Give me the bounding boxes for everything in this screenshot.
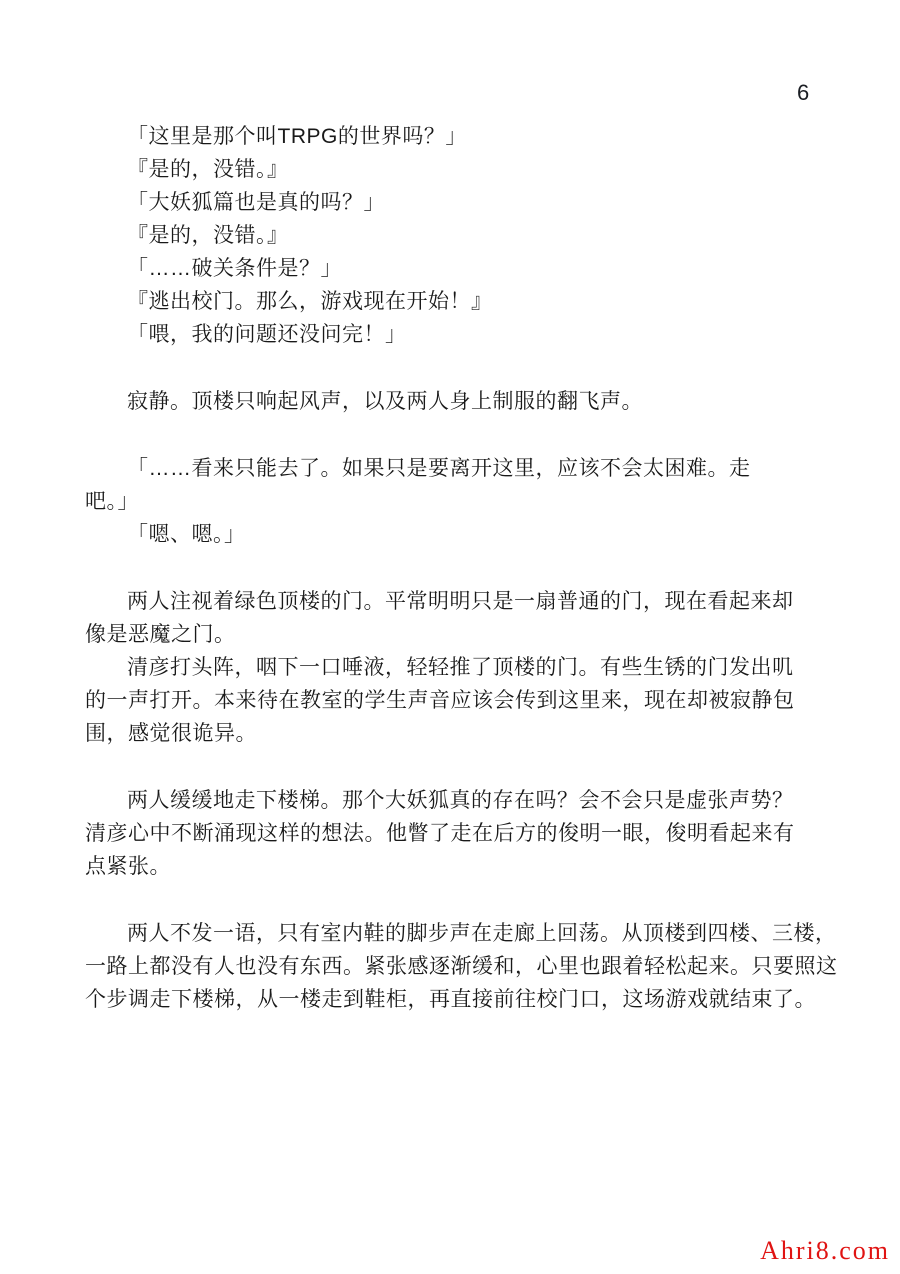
text-body bbox=[85, 120, 838, 1016]
dialogue-line: 『是的，没错。』 bbox=[127, 158, 289, 181]
narration-line: 两人不发一语，只有室内鞋的脚步声在走廊上回荡。从顶楼到四楼、三楼， bbox=[127, 922, 837, 945]
narration-line: 个步调走下楼梯，从一楼走到鞋柜，再直接前往校门口，这场游戏就结束了。 bbox=[85, 988, 816, 1011]
narration-line: 的一声打开。本来待在教室的学生声音应该会传到这里来，现在却被寂静包 bbox=[85, 689, 795, 712]
narration-line: 清彦打头阵，咽下一口唾液，轻轻推了顶楼的门。有些生锈的门发出叽 bbox=[127, 656, 794, 679]
narration-line: 两人缓缓地走下楼梯。那个大妖狐真的存在吗？会不会只是虚张声势？ bbox=[127, 789, 794, 812]
dialogue-line: 吧。」 bbox=[85, 490, 139, 513]
dialogue-line: 「大妖狐篇也是真的吗？」 bbox=[127, 191, 385, 214]
narration-line: 清彦心中不断涌现这样的想法。他瞥了走在后方的俊明一眼，俊明看起来有 bbox=[85, 822, 795, 845]
dialogue-line: 『逃出校门。那么，游戏现在开始！』 bbox=[127, 290, 493, 313]
narration-line: 点紧张。 bbox=[85, 855, 171, 878]
dialogue-line: 「这里是那个叫TRPG的世界吗？」 bbox=[127, 125, 467, 148]
narration-line: 围，感觉很诡异。 bbox=[85, 722, 257, 745]
dialogue-block bbox=[85, 120, 833, 351]
dialogue-line: 『是的，没错。』 bbox=[127, 224, 289, 247]
dialogue-block bbox=[85, 452, 833, 551]
dialogue-line: 「喂，我的问题还没问完！」 bbox=[127, 323, 407, 346]
narration-block bbox=[85, 784, 833, 883]
narration-block bbox=[85, 385, 833, 418]
dialogue-line: 「……看来只能去了。如果只是要离开这里，应该不会太困难。走 bbox=[127, 457, 751, 480]
narration-line: 两人注视着绿色顶楼的门。平常明明只是一扇普通的门，现在看起来却 bbox=[127, 590, 794, 613]
narration-block bbox=[85, 585, 833, 750]
narration-block bbox=[85, 917, 838, 1016]
narration-line: 寂静。顶楼只响起风声，以及两人身上制服的翻飞声。 bbox=[127, 390, 643, 413]
dialogue-line: 「……破关条件是？」 bbox=[127, 257, 342, 280]
dialogue-line: 「嗯、嗯。」 bbox=[127, 523, 246, 546]
watermark-link[interactable]: Ahri8.com bbox=[760, 1236, 890, 1265]
narration-line: 一路上都没有人也没有东西。紧张感逐渐缓和，心里也跟着轻松起来。只要照这 bbox=[85, 955, 838, 978]
narration-line: 像是恶魔之门。 bbox=[85, 623, 236, 646]
page-number: 6 bbox=[797, 80, 810, 105]
